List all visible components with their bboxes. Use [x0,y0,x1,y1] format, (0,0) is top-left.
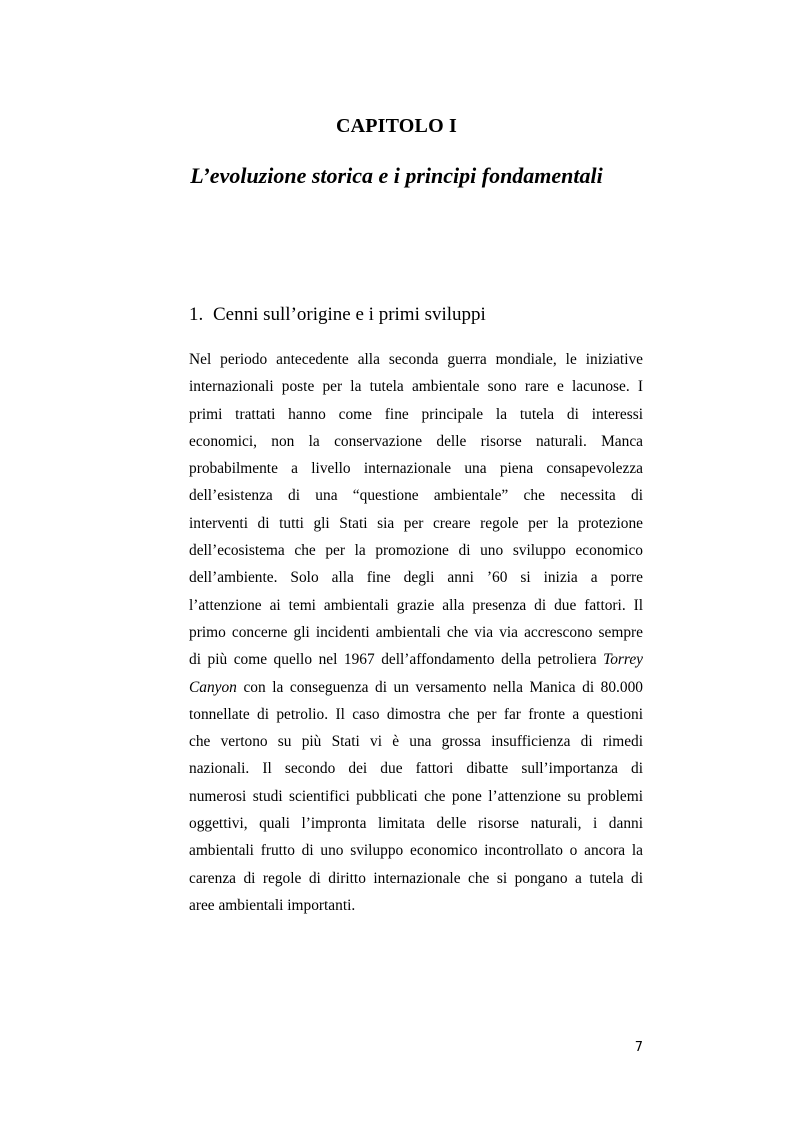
paragraph-line: che vertono su più Stati vi è una grossa insufficienza di rimedi [189,733,643,751]
section-heading [189,304,486,326]
paragraph-line: dell’ambiente. Solo alla fine degli anni ’60 si inizia a porre [189,569,643,587]
paragraph-line: internazionali poste per la tutela ambientale sono rare e lacunose. I [189,378,643,396]
chapter-label: CAPITOLO I [335,115,458,137]
section-title: Cenni sull’origine e i primi sviluppi [213,304,486,325]
paragraph-line: economici, non la conservazione delle risorse naturali. Manca [189,432,643,450]
paragraph-line [189,674,643,701]
paragraph-line: carenza di regole di diritto internazionale che si pongano a tutela di [189,869,643,887]
ship-name-italic: Torrey [603,651,643,669]
paragraph-line: ambientali frutto di uno sviluppo economico incontrollato o ancora la [189,842,643,860]
paragraph-line: l’attenzione ai temi ambientali grazie alla presenza di due fattori. Il [189,596,643,614]
paragraph-line: Nel periodo antecedente alla seconda guerra mondiale, le iniziative [189,351,643,368]
body-paragraph [189,346,643,919]
page-number: 7 [634,1040,643,1055]
section-number: 1. [189,304,204,325]
paragraph-line: probabilmente a livello internazionale una piena consapevolezza [189,460,643,478]
chapter-title: L’evoluzione storica e i principi fondamentali [190,163,603,188]
paragraph-line: tonnellate di petrolio. Il caso dimostra che per far fronte a questioni [189,705,643,723]
paragraph-line: nazionali. Il secondo dei due fattori dibatte sull’importanza di [189,760,643,778]
ship-name-italic: Canyon [189,678,237,696]
paragraph-line: interventi di tutti gli Stati sia per creare regole per la protezione [189,514,643,532]
paragraph-line: dell’esistenza di una “questione ambientale” che necessita di [189,487,643,505]
paragraph-text: con la conseguenza di un versamento nella Manica di 80.000 [236,678,643,696]
paragraph-line: primi trattati hanno come fine principale la tutela di interessi [189,405,643,423]
paragraph-line [189,646,643,673]
paragraph-line: numerosi studi scientifici pubblicati che pone l’attenzione su problemi [189,787,643,805]
paragraph-line: dell’ecosistema che per la promozione di uno sviluppo economico [189,542,643,560]
paragraph-line: oggettivi, quali l’impronta limitata delle risorse naturali, i danni [189,815,643,833]
paragraph-line: aree ambientali importanti. [189,896,356,914]
paragraph-line: primo concerne gli incidenti ambientali che via via accrescono sempre [189,623,643,641]
paragraph-text: di più come quello nel 1967 dell’affondamento della petroliera [189,651,604,669]
